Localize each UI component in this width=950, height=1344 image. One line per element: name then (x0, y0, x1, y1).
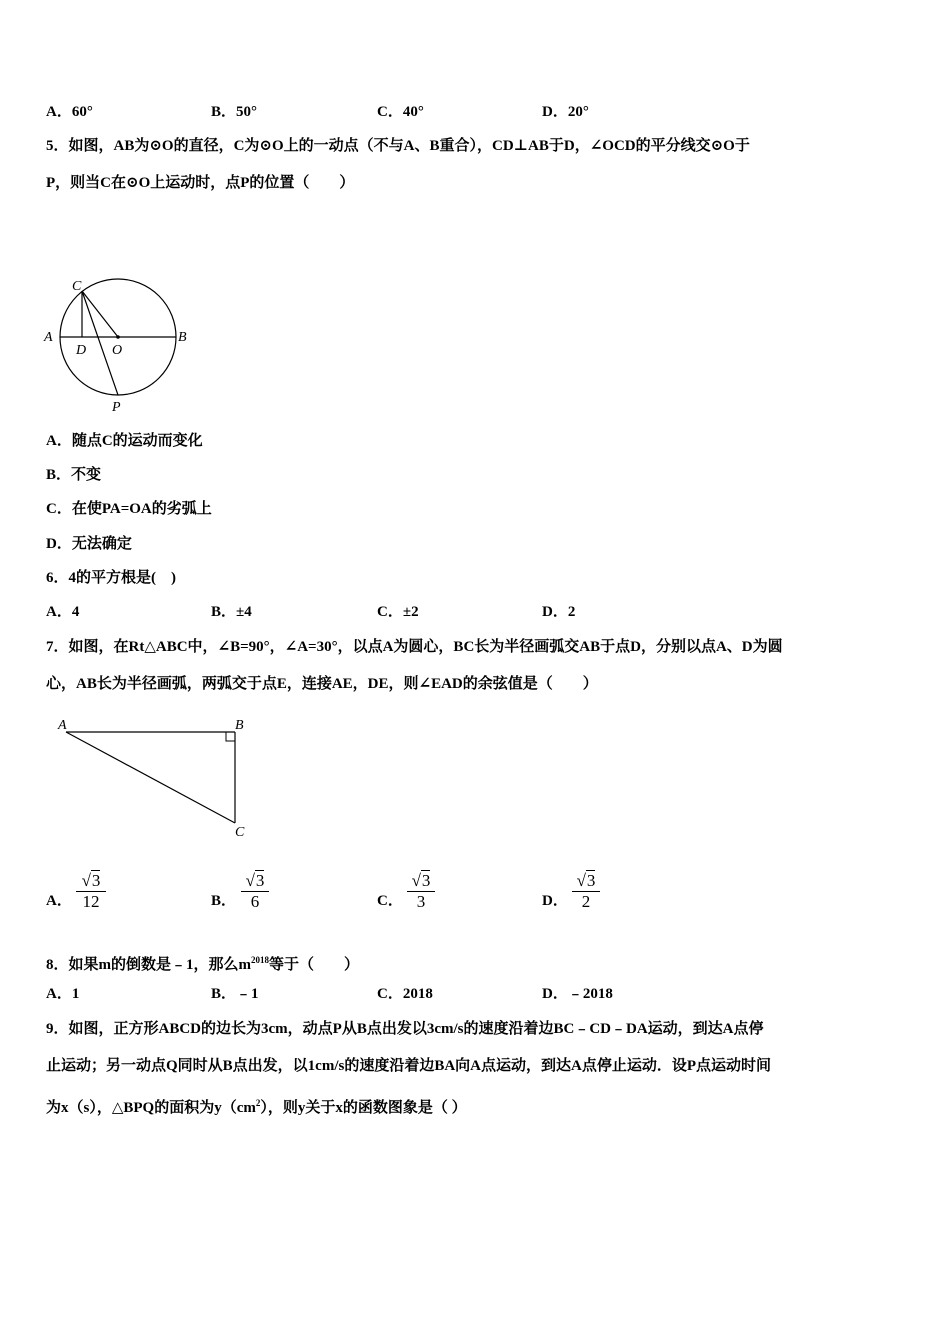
q5-option-c: C．在使PA=OA的劣弧上 (46, 501, 212, 517)
q6-option-d: D．2 (542, 604, 576, 620)
label-b: B (235, 718, 244, 733)
q6-option-c: C．±2 (377, 604, 419, 620)
q5-stem-line1: 5．如图，AB为⊙O的直径，C为⊙O上的一动点（不与A、B重合），CD⊥AB于D，∠OCD的平分线交⊙O于 (46, 138, 750, 154)
q8-stem: 8．如果m的倒数是﹣1，那么$m^{2018}$等于（ ） (46, 955, 360, 973)
q7-option-d-fraction: $\frac{√3}{2}$ (572, 871, 600, 912)
label-b: B (178, 330, 187, 345)
q7-option-c-letter: C． (377, 893, 403, 909)
q8-option-a: A．1 (46, 986, 80, 1002)
q6-option-a: A．4 (46, 604, 80, 620)
q9-stem-line3: 为x（s），△BPQ的面积为$y(cm^2)$，则y关于x的函数图象是（ ） (46, 1098, 467, 1116)
side-ac (66, 732, 235, 823)
right-angle-mark (226, 732, 235, 741)
q6-option-b: B．±4 (211, 604, 252, 620)
label-a: A (58, 718, 67, 733)
q4-option-c: C．40° (377, 104, 424, 120)
q4-option-a: A．60° (46, 104, 93, 120)
label-p: P (112, 400, 121, 415)
label-a: A (44, 330, 53, 345)
q4-option-d: D．20° (542, 104, 589, 120)
label-o: O (112, 343, 123, 358)
label-d: D (76, 343, 87, 358)
q5-option-b: B．不变 (46, 467, 102, 483)
q7-stem-line2: 心，AB长为半径画弧，两弧交于点E，连接AE，DE，则∠EAD的余弦值是（ ） (46, 676, 598, 692)
q9-stem-line2: 止运动；另一动点Q同时从B点出发，以1cm/s的速度沿着边BA向A点运动，到达A点停止运动．设P点运动时间 (46, 1058, 771, 1074)
q5-option-a: A．随点C的运动而变化 (46, 433, 203, 449)
point-o (116, 335, 120, 339)
q7-triangle-figure (50, 712, 260, 842)
q8-option-c: C．2018 (377, 986, 433, 1002)
segment-co (82, 291, 118, 337)
q6-stem: 6．4的平方根是( ) (46, 570, 176, 586)
q4-option-b: B．50° (211, 104, 258, 120)
q5-option-d: D．无法确定 (46, 536, 132, 552)
q8-option-d: D．﹣2018 (542, 986, 613, 1002)
q5-circle-figure (40, 272, 200, 417)
q5-stem-line2: P，则当C在⊙O上运动时，点P的位置（ ） (46, 175, 355, 191)
q7-option-a-fraction: $\frac{√3}{12}$ (76, 871, 106, 912)
q7-option-d-letter: D． (542, 893, 568, 909)
q7-stem-line1: 7．如图，在Rt△ABC中，∠B=90°，∠A=30°，以点A为圆心，BC长为半径画弧交AB于点D，分别以点A、D为圆 (46, 639, 783, 655)
q7-option-b-fraction: $\frac{√3}{6}$ (241, 871, 269, 912)
label-c: C (72, 279, 82, 294)
q7-option-a-letter: A． (46, 893, 72, 909)
q8-option-b: B．﹣1 (211, 986, 259, 1002)
q9-stem-line1: 9．如图，正方形ABCD的边长为3cm，动点P从B点出发以3cm/s的速度沿着边BC﹣CD﹣DA运动，到达A点停 (46, 1021, 764, 1037)
q7-option-c-fraction: $\frac{√3}{3}$ (407, 871, 435, 912)
label-c: C (235, 825, 245, 840)
q7-option-b-letter: B． (211, 893, 237, 909)
